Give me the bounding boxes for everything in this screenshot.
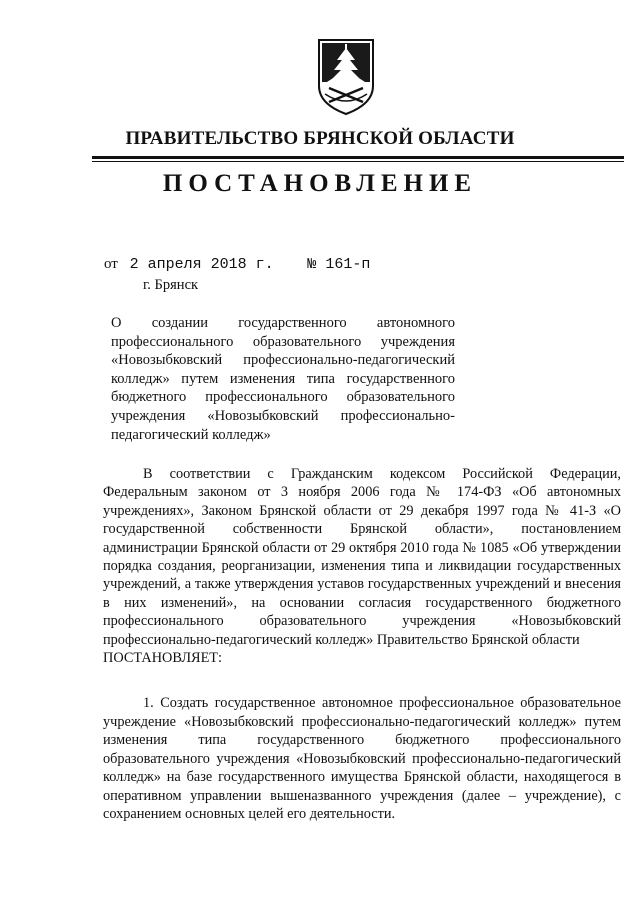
decree-word: ПОСТАНОВЛЯЕТ:	[103, 650, 223, 667]
date-value: 2 апреля 2018 г.	[129, 256, 274, 273]
header-divider-thin	[92, 161, 624, 162]
document-number: № 161-п	[307, 256, 371, 273]
date-prefix: от	[104, 256, 118, 272]
document-subject: О создании государственного автономного профессионального образовательного учреждения «Новозыбковский профессионально-педагогический колледж» путем изменения типа государственного бюджетного профессионального образовательного учреждения «Новозыбковский профессионально-педагогический колледж»	[111, 315, 455, 443]
clause-1-paragraph: 1. Создать государственное автономное профессиональное образовательное учреждение «Новозыбковский профессионально-педагогический колледж» путем изменения типа государственного бюджетного профессионального образовательного учреждения «Новозыбковский профессионально-педагогический колледж» на базе государственного имущества Брянской области, находящегося в оперативном управлении вышеназванного учреждения (далее – учреждение), с сохранением основных целей его деятельности.	[103, 695, 621, 822]
preamble-paragraph: В соответствии с Гражданским кодексом Российской Федерации, Федеральным законом от 3 ноября 2006 года № 174-ФЗ «Об автономных учреждениях», Законом Брянской области от 29 декабря 1997 года № 41-З «О государственной собственности Брянской области», постановлением администрации Брянской области от 29 октября 2010 года № 1085 «Об утверждении порядка создания, реорганизации, изменения типа и ликвидации государственных учреждений, а также утверждения уставов государственных учреждений и внесения в них изменений», на основании согласия государственного бюджетного профессионального образовательного учреждения «Новозыбковский профессионально-педагогический колледж» Правительство Брянской области	[103, 466, 621, 648]
document-body	[103, 465, 621, 823]
coat-of-arms-icon	[317, 38, 375, 116]
header-divider-thick	[92, 156, 624, 159]
document-type-title: ПОСТАНОВЛЕНИЕ	[162, 170, 478, 197]
organization-title: ПРАВИТЕЛЬСТВО БРЯНСКОЙ ОБЛАСТИ	[125, 128, 515, 149]
city-label: г. Брянск	[143, 277, 199, 293]
date-number-line	[104, 256, 370, 273]
